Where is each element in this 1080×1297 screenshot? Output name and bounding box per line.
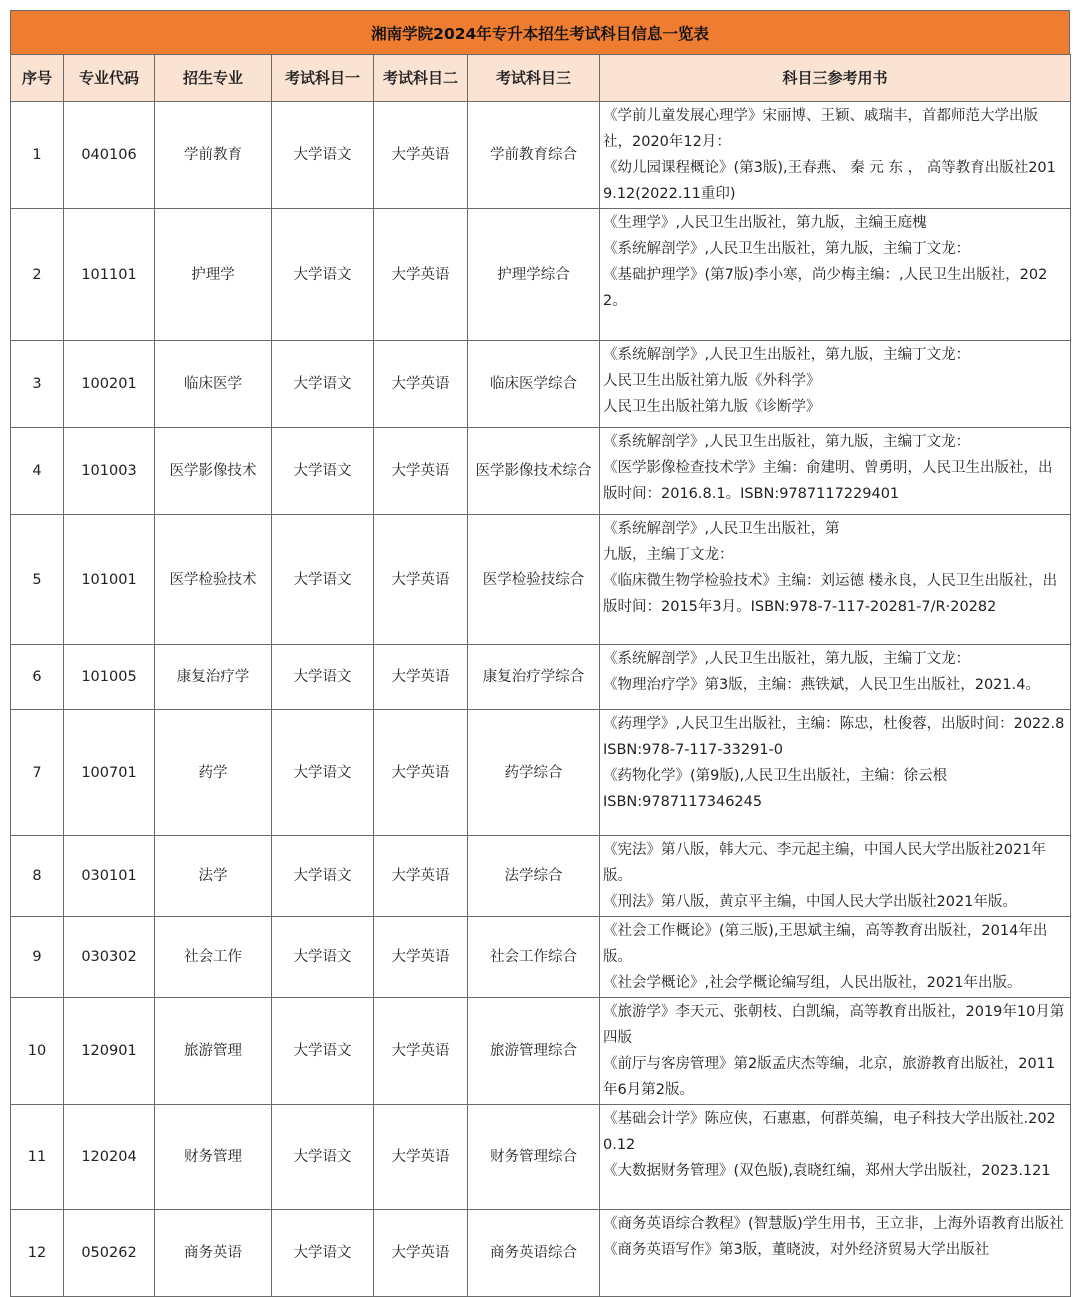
reference-book-line: 《系统解剖学》,人民卫生出版社，第九版，主编丁文龙： xyxy=(603,241,971,257)
table-row xyxy=(11,645,1071,710)
subject-1-cell: 大学语文 xyxy=(272,710,374,836)
major-name-cell: 法学 xyxy=(155,836,272,917)
subject-1-cell: 大学语文 xyxy=(272,836,374,917)
reference-book-line: 《生理学》,人民卫生出版社，第九版，主编王庭槐 xyxy=(603,215,927,231)
header-code: 专业代码 xyxy=(64,55,155,102)
subject-1-cell: 大学语文 xyxy=(272,102,374,209)
major-code-cell: 050262 xyxy=(64,1210,155,1297)
table-title: 湘南学院2024年专升本招生考试科目信息一览表 xyxy=(10,10,1070,54)
reference-books-cell xyxy=(600,998,1071,1105)
reference-book-line: 《药理学》,人民卫生出版社，主编：陈忠，杜俊蓉，出版时间：2022.8 xyxy=(603,716,1065,732)
table-row xyxy=(11,836,1071,917)
subject-2-cell: 大学英语 xyxy=(374,998,468,1105)
reference-book-line: 《物理治疗学》第3版，主编：燕铁斌，人民卫生出版社，2021.4。 xyxy=(603,677,1040,693)
major-code-cell: 030302 xyxy=(64,917,155,998)
header-no: 序号 xyxy=(11,55,64,102)
row-number-cell: 7 xyxy=(11,710,64,836)
major-name-cell: 康复治疗学 xyxy=(155,645,272,710)
subject-2-cell: 大学英语 xyxy=(374,1210,468,1297)
major-code-cell: 120901 xyxy=(64,998,155,1105)
row-number-cell: 1 xyxy=(11,102,64,209)
major-code-cell: 101005 xyxy=(64,645,155,710)
subject-1-cell: 大学语文 xyxy=(272,341,374,428)
major-code-cell: 040106 xyxy=(64,102,155,209)
table-row xyxy=(11,102,1071,209)
reference-book-line: 《旅游学》李天元、张朝枝、白凯编，高等教育出版社，2019年10月第四版 xyxy=(603,1004,1065,1046)
subject-1-cell: 大学语文 xyxy=(272,428,374,515)
table-row xyxy=(11,209,1071,341)
subject-2-cell: 大学英语 xyxy=(374,917,468,998)
subject-1-cell: 大学语文 xyxy=(272,1105,374,1210)
reference-book-line: 《商务英语写作》第3版，董晓波，对外经济贸易大学出版社 xyxy=(603,1242,990,1258)
reference-book-line: 《刑法》第八版，黄京平主编，中国人民大学出版社2021年版。 xyxy=(603,894,1017,910)
reference-book-line: 《大数据财务管理》(双色版),袁晓红编，郑州大学出版社，2023.121 xyxy=(603,1163,1051,1179)
subject-2-cell: 大学英语 xyxy=(374,102,468,209)
table-row xyxy=(11,1105,1071,1210)
table-row xyxy=(11,341,1071,428)
major-name-cell: 学前教育 xyxy=(155,102,272,209)
subject-3-cell: 学前教育综合 xyxy=(468,102,600,209)
header-row xyxy=(11,55,1071,102)
reference-book-line: 《系统解剖学》,人民卫生出版社，第九版，主编丁文龙： xyxy=(603,651,971,667)
major-code-cell: 030101 xyxy=(64,836,155,917)
reference-books-cell xyxy=(600,1210,1071,1297)
row-number-cell: 6 xyxy=(11,645,64,710)
row-number-cell: 12 xyxy=(11,1210,64,1297)
reference-book-line: 《临床微生物学检验技术》主编：刘运德 楼永良，人民卫生出版社，出版时间：2015年3月。ISBN:978-7-117-20281-7/R·20282 xyxy=(603,573,1058,615)
row-number-cell: 5 xyxy=(11,515,64,645)
subject-1-cell: 大学语文 xyxy=(272,209,374,341)
reference-book-line: 九版，主编丁文龙： xyxy=(603,547,734,563)
subject-1-cell: 大学语文 xyxy=(272,917,374,998)
major-code-cell: 101001 xyxy=(64,515,155,645)
subject-3-cell: 临床医学综合 xyxy=(468,341,600,428)
header-major: 招生专业 xyxy=(155,55,272,102)
row-number-cell: 10 xyxy=(11,998,64,1105)
header-reference-books: 科目三参考用书 xyxy=(600,55,1071,102)
row-number-cell: 11 xyxy=(11,1105,64,1210)
subject-3-cell: 药学综合 xyxy=(468,710,600,836)
reference-book-line: 《医学影像检查技术学》主编：俞建明、曾勇明，人民卫生出版社，出版时间：2016.8.1。ISBN:9787117229401 xyxy=(603,460,1053,502)
table-row xyxy=(11,1210,1071,1297)
major-name-cell: 财务管理 xyxy=(155,1105,272,1210)
table-row xyxy=(11,710,1071,836)
major-code-cell: 100701 xyxy=(64,710,155,836)
major-name-cell: 旅游管理 xyxy=(155,998,272,1105)
reference-book-line: 《系统解剖学》,人民卫生出版社，第九版，主编丁文龙： xyxy=(603,347,971,363)
reference-books-cell xyxy=(600,102,1071,209)
subject-1-cell: 大学语文 xyxy=(272,998,374,1105)
major-code-cell: 101101 xyxy=(64,209,155,341)
row-number-cell: 2 xyxy=(11,209,64,341)
subject-3-cell: 医学影像技术综合 xyxy=(468,428,600,515)
subject-1-cell: 大学语文 xyxy=(272,1210,374,1297)
reference-books-cell xyxy=(600,428,1071,515)
info-table-container xyxy=(10,10,1070,1297)
row-number-cell: 3 xyxy=(11,341,64,428)
subject-3-cell: 护理学综合 xyxy=(468,209,600,341)
subject-3-cell: 商务英语综合 xyxy=(468,1210,600,1297)
subject-2-cell: 大学英语 xyxy=(374,341,468,428)
reference-book-line: 《基础护理学》(第7版)李小寒，尚少梅主编：,人民卫生出版社，2022。 xyxy=(603,267,1048,309)
header-subject-1: 考试科目一 xyxy=(272,55,374,102)
subject-3-cell: 法学综合 xyxy=(468,836,600,917)
header-subject-2: 考试科目二 xyxy=(374,55,468,102)
subject-3-cell: 旅游管理综合 xyxy=(468,998,600,1105)
reference-book-line: 《药物化学》(第9版),人民卫生出版社，主编：徐云根 xyxy=(603,768,948,784)
subject-3-cell: 医学检验技综合 xyxy=(468,515,600,645)
subject-3-cell: 社会工作综合 xyxy=(468,917,600,998)
subject-2-cell: 大学英语 xyxy=(374,1105,468,1210)
reference-books-cell xyxy=(600,710,1071,836)
reference-books-cell xyxy=(600,515,1071,645)
table-row xyxy=(11,428,1071,515)
row-number-cell: 4 xyxy=(11,428,64,515)
major-code-cell: 101003 xyxy=(64,428,155,515)
info-table xyxy=(10,54,1071,1297)
reference-book-line: ISBN:978-7-117-33291-0 xyxy=(603,742,784,758)
reference-book-line: 《社会工作概论》(第三版),王思斌主编，高等教育出版社，2014年出版。 xyxy=(603,923,1048,965)
reference-books-cell xyxy=(600,209,1071,341)
subject-3-cell: 康复治疗学综合 xyxy=(468,645,600,710)
reference-book-line: 人民卫生出版社第九版《诊断学》 xyxy=(603,399,821,415)
major-name-cell: 护理学 xyxy=(155,209,272,341)
major-name-cell: 药学 xyxy=(155,710,272,836)
subject-2-cell: 大学英语 xyxy=(374,209,468,341)
subject-1-cell: 大学语文 xyxy=(272,645,374,710)
row-number-cell: 8 xyxy=(11,836,64,917)
major-code-cell: 120204 xyxy=(64,1105,155,1210)
reference-books-cell xyxy=(600,341,1071,428)
reference-books-cell xyxy=(600,836,1071,917)
reference-book-line: 人民卫生出版社第九版《外科学》 xyxy=(603,373,821,389)
subject-2-cell: 大学英语 xyxy=(374,836,468,917)
reference-books-cell xyxy=(600,645,1071,710)
table-row xyxy=(11,515,1071,645)
reference-book-line: 《商务英语综合教程》(智慧版)学生用书，王立非，上海外语教育出版社 xyxy=(603,1216,1064,1232)
reference-book-line: 《幼儿园课程概论》(第3版),王春燕、 秦 元 东 ， 高等教育出版社2019.12(2022.11重印) xyxy=(603,160,1056,202)
reference-books-cell xyxy=(600,1105,1071,1210)
header-subject-3: 考试科目三 xyxy=(468,55,600,102)
reference-book-line: 《前厅与客房管理》第2版孟庆杰等编，北京，旅游教育出版社，2011年6月第2版。 xyxy=(603,1056,1056,1098)
major-name-cell: 商务英语 xyxy=(155,1210,272,1297)
subject-3-cell: 财务管理综合 xyxy=(468,1105,600,1210)
reference-books-cell xyxy=(600,917,1071,998)
subject-2-cell: 大学英语 xyxy=(374,428,468,515)
subject-2-cell: 大学英语 xyxy=(374,710,468,836)
table-row xyxy=(11,917,1071,998)
major-name-cell: 社会工作 xyxy=(155,917,272,998)
major-name-cell: 医学检验技术 xyxy=(155,515,272,645)
reference-book-line: 《系统解剖学》,人民卫生出版社，第九版，主编丁文龙： xyxy=(603,434,971,450)
reference-book-line: 《宪法》第八版，韩大元、李元起主编，中国人民大学出版社2021年版。 xyxy=(603,842,1046,884)
major-name-cell: 临床医学 xyxy=(155,341,272,428)
reference-book-line: 《基础会计学》陈应侠，石惠惠，何群英编，电子科技大学出版社.2020.12 xyxy=(603,1111,1056,1153)
table-row xyxy=(11,998,1071,1105)
reference-book-line: 《系统解剖学》,人民卫生出版社，第 xyxy=(603,521,840,537)
subject-2-cell: 大学英语 xyxy=(374,645,468,710)
row-number-cell: 9 xyxy=(11,917,64,998)
major-code-cell: 100201 xyxy=(64,341,155,428)
reference-book-line: 《学前儿童发展心理学》宋丽博、王颖、戚瑞丰，首都师范大学出版社，2020年12月： xyxy=(603,108,1038,150)
subject-1-cell: 大学语文 xyxy=(272,515,374,645)
subject-2-cell: 大学英语 xyxy=(374,515,468,645)
reference-book-line: 《社会学概论》,社会学概论编写组，人民出版社，2021年出版。 xyxy=(603,975,1022,991)
major-name-cell: 医学影像技术 xyxy=(155,428,272,515)
reference-book-line: ISBN:9787117346245 xyxy=(603,794,763,810)
